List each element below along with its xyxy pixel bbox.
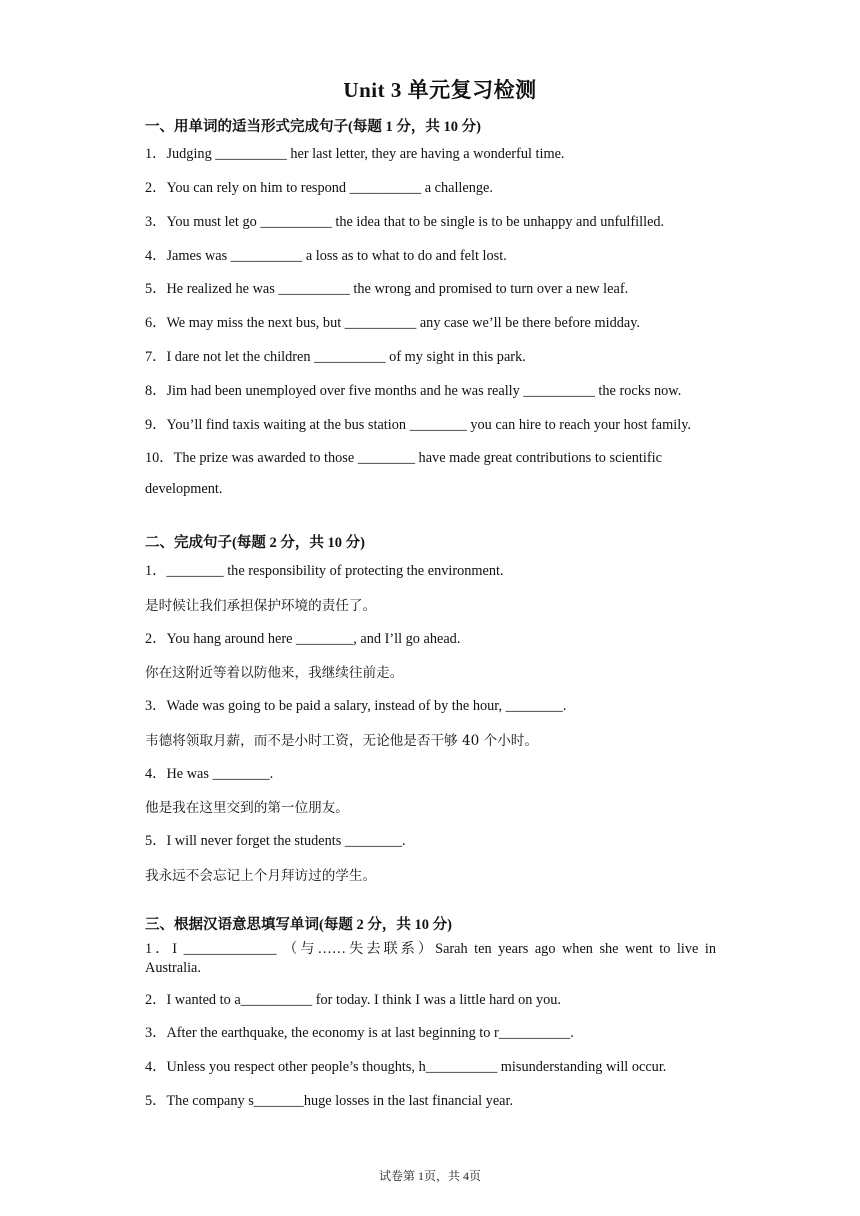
question-line: 1．________ the responsibility of protecting the environment. — [145, 563, 504, 579]
translation-line: 你在这附近等着以防他来，我继续往前走。 — [145, 665, 404, 681]
question-line: 3．After the earthquake, the economy is at last beginning to r__________. — [145, 1025, 574, 1041]
question-line: 1．I _____________ （与……失去联系）Sarah ten years ago when she went to live in — [145, 941, 716, 957]
page-title: Unit 3 单元复习检测 — [343, 78, 537, 102]
question-line: 3．Wade was going to be paid a salary, instead of by the hour, ________. — [145, 698, 567, 714]
question-line: 7．I dare not let the children __________ of my sight in this park. — [145, 349, 526, 365]
translation-line: 我永远不会忘记上个月拜访过的学生。 — [145, 868, 377, 884]
question-line: 1．Judging __________ her last letter, they are having a wonderful time. — [145, 146, 565, 162]
translation-line: 韦德将领取月薪，而不是小时工资，无论他是否干够 40 个小时。 — [145, 733, 538, 749]
translation-line: 他是我在这里交到的第一位朋友。 — [145, 800, 349, 816]
question-line: 4．He was ________. — [145, 766, 274, 782]
question-line: development. — [145, 481, 223, 497]
question-line: 5．I will never forget the students ________. — [145, 833, 406, 849]
question-line: 9．You’ll find taxis waiting at the bus station ________ you can hire to reach your host family. — [145, 417, 691, 433]
question-line: 8．Jim had been unemployed over five months and he was really __________ the rocks now. — [145, 383, 682, 399]
question-line: 10．The prize was awarded to those ________ have made great contributions to scientific — [145, 450, 662, 466]
question-line: 5．He realized he was __________ the wrong and promised to turn over a new leaf. — [145, 281, 629, 297]
question-line: 5．The company s_______huge losses in the last financial year. — [145, 1093, 514, 1109]
page-footer: 试卷第 1页，共 4页 — [378, 1169, 481, 1183]
question-line: 6．We may miss the next bus, but __________ any case we’ll be there before midday. — [145, 315, 641, 331]
section-3-heading: 三、根据汉语意思填写单词(每题 2 分，共 10 分) — [145, 917, 452, 933]
question-line: 4．James was __________ a loss as to what to do and felt lost. — [145, 248, 507, 264]
question-line: 3．You must let go __________ the idea that to be single is to be unhappy and unfulfilled. — [145, 214, 665, 230]
section-2-heading: 二、完成句子(每题 2 分，共 10 分) — [145, 535, 365, 551]
question-line: 2．I wanted to a__________ for today. I think I was a little hard on you. — [145, 992, 561, 1008]
question-line: Australia. — [145, 960, 201, 976]
question-line: 2．You can rely on him to respond __________ a challenge. — [145, 180, 493, 196]
question-line: 2．You hang around here ________, and I’ll go ahead. — [145, 631, 461, 647]
translation-line: 是时候让我们承担保护环境的责任了。 — [145, 598, 377, 614]
section-1-heading: 一、用单词的适当形式完成句子(每题 1 分，共 10 分) — [145, 119, 481, 135]
question-line: 4．Unless you respect other people’s thoughts, h__________ misunderstanding will occur. — [145, 1059, 667, 1075]
